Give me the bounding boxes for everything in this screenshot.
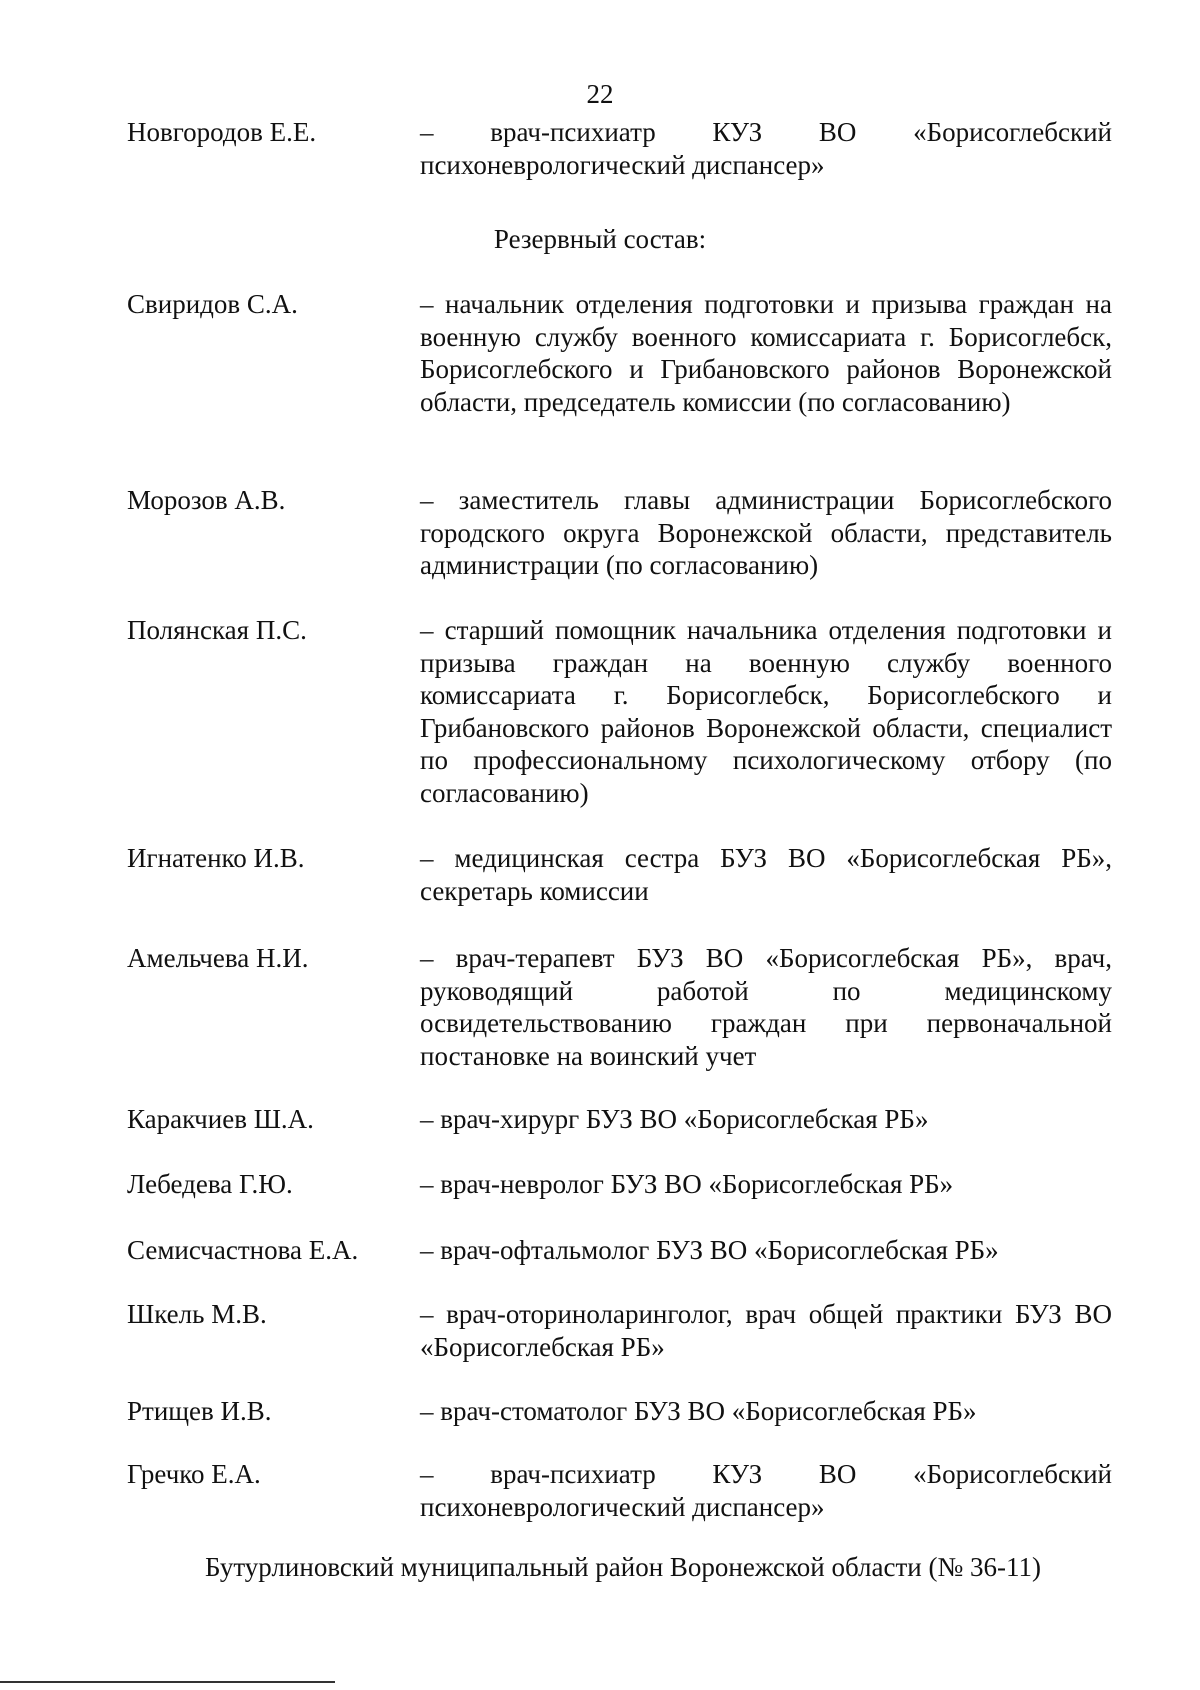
member-name: Амельчева Н.И. <box>127 943 309 973</box>
footer-rule <box>0 1681 335 1683</box>
member-description: – врач-психиатр КУЗ ВО «Борисоглебский психоневрологический диспансер» <box>420 1459 1112 1522</box>
member-description: – старший помощник начальника отделения подготовки и призыва граждан на военную службу военного комиссариата г. Борисоглебск, Борисоглебского и Грибановского районов Воронежской области, специалист по профессиональному психологическому отбору (по согласованию) <box>420 615 1112 808</box>
member-description: – начальник отделения подготовки и призыва граждан на военную службу военного комиссариата г. Борисоглебск, Борисоглебского и Грибановского районов Воронежской области, председатель комиссии (по согласованию) <box>420 289 1112 417</box>
page-number: 22 <box>586 79 614 109</box>
section-title: Резервный состав: <box>493 224 707 254</box>
member-description: – врач-офтальмолог БУЗ ВО «Борисоглебская РБ» <box>420 1235 999 1265</box>
member-name: Полянская П.С. <box>127 615 307 645</box>
member-name: Игнатенко И.В. <box>127 843 305 873</box>
member-name: Каракчиев Ш.А. <box>127 1104 314 1134</box>
member-name: Новгородов Е.Е. <box>127 117 317 147</box>
member-name: Морозов А.В. <box>127 485 286 515</box>
member-description: – врач-оториноларинголог, врач общей практики БУЗ ВО «Борисоглебская РБ» <box>420 1299 1112 1362</box>
member-description: – врач-терапевт БУЗ ВО «Борисоглебская РБ», врач, руководящий работой по медицинскому освидетельствованию граждан при первоначальной постановке на воинский учет <box>420 943 1112 1071</box>
region-title: Бутурлиновский муниципальный район Воронежской области (№ 36-11) <box>205 1552 1041 1582</box>
member-description: – заместитель главы администрации Борисоглебского городского округа Воронежской области, представитель администрации (по согласованию) <box>420 485 1112 580</box>
member-description: – врач-стоматолог БУЗ ВО «Борисоглебская РБ» <box>420 1396 977 1426</box>
member-name: Свиридов С.А. <box>127 289 298 319</box>
member-name: Семисчастнова Е.А. <box>127 1235 359 1265</box>
member-name: Шкель М.В. <box>127 1299 267 1329</box>
member-description: – медицинская сестра БУЗ ВО «Борисоглебская РБ», секретарь комиссии <box>420 843 1112 906</box>
member-name: Гречко Е.А. <box>127 1459 261 1489</box>
member-name: Лебедева Г.Ю. <box>127 1169 293 1199</box>
member-description: – врач-невролог БУЗ ВО «Борисоглебская РБ» <box>420 1169 954 1199</box>
member-description: – врач-хирург БУЗ ВО «Борисоглебская РБ» <box>420 1104 929 1134</box>
member-name: Ртищев И.В. <box>127 1396 272 1426</box>
member-description: – врач-психиатр КУЗ ВО «Борисоглебский психоневрологический диспансер» <box>420 117 1112 180</box>
